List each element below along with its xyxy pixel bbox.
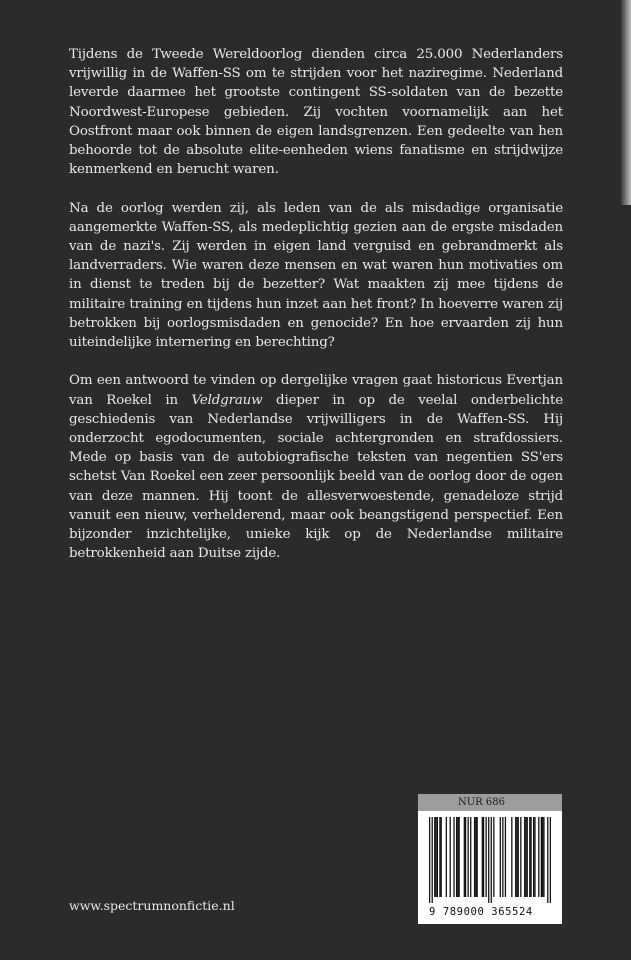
barcode-bar xyxy=(518,817,519,897)
paragraph-3-end: dieper in op de veelal onderbelichte geschiedenis van Nederlandse vrijwilligers in de Waffen-SS. Hij onderzocht egodocumenten, sociale achtergronden en strafdossiers. Mede op basis van de autobiografische teksten van negentien SS'ers schetst Van Roekel een zeer persoonlijk beeld van de oorlog door de ogen van deze mannen. Hij toont de allesverwoestende, genadeloze strijd vanuit een nieuw, verhelderend, maar ook beangstigend perspectief. Een bijzonder inzichtelijke, unieke kijk op de Nederlandse militaire betrokkenheid aan Duitse zijde. xyxy=(69,392,564,562)
nur-code: NUR 686 xyxy=(418,794,562,811)
barcode-bar xyxy=(524,817,525,897)
barcode-bar xyxy=(500,817,501,897)
barcode-box xyxy=(418,794,562,924)
barcode-bar xyxy=(437,817,438,897)
barcode-bar xyxy=(541,817,542,897)
barcode-bar xyxy=(464,817,465,897)
barcode-bar xyxy=(470,817,471,897)
barcode-bar xyxy=(547,817,548,903)
isbn-digits: 9 789000 365524 xyxy=(429,906,533,918)
barcode-bar xyxy=(533,817,534,897)
barcode-bar xyxy=(491,817,492,903)
barcode-bar xyxy=(488,817,489,903)
barcode-bar xyxy=(505,817,506,897)
barcode-bar xyxy=(468,817,469,897)
barcode-bar xyxy=(543,817,544,897)
barcode-bar xyxy=(475,817,476,897)
barcode-bar xyxy=(516,817,517,897)
barcode-bar xyxy=(456,817,457,897)
barcode-bar xyxy=(435,817,436,897)
cover-edge-strip xyxy=(621,0,631,205)
barcode-bar xyxy=(534,817,535,897)
barcode-bar xyxy=(450,817,451,897)
barcode-bar xyxy=(465,817,466,897)
barcode-bar xyxy=(529,817,530,897)
barcode-bar xyxy=(459,817,460,897)
barcode-bar xyxy=(550,817,551,903)
barcode-bar xyxy=(493,817,494,897)
barcode-bar xyxy=(511,817,512,897)
barcode-bar xyxy=(477,817,478,897)
barcode-bar xyxy=(482,817,483,897)
barcode-bar xyxy=(527,817,528,897)
blurb-text xyxy=(69,45,563,583)
book-title-italic: Veldgrauw xyxy=(191,392,263,408)
isbn-barcode xyxy=(429,817,551,903)
blurb-paragraph-3 xyxy=(69,371,563,563)
barcode-bar xyxy=(434,817,435,897)
blurb-paragraph-2: Na de oorlog werden zij, als leden van de als misdadige organisatie aangemerkte Waffen-SS, als medeplichtig gezien aan de ergste misdaden van de nazi's. Zij werden in eigen land verguisd en gebrandmerkt als landverraders. Wie waren deze mensen en wat waren hun motivaties om in dienst te treden bij de bezetter? Wat maakten zij mee tijdens de militaire training en tijdens hun inzet aan het front? In hoeverre waren zij betrokken bij oorlogsmisdaden en genocide? En hoe ervaarden zij hun uiteindelijke internering en berechting? xyxy=(69,200,563,351)
barcode-bar xyxy=(530,817,531,897)
barcode-bar xyxy=(474,817,475,897)
barcode-bar xyxy=(457,817,458,897)
barcode-bar xyxy=(429,817,430,903)
barcode-bar xyxy=(439,817,440,897)
publisher-website: www.spectrumnonfictie.nl xyxy=(69,898,235,913)
barcode-bar xyxy=(453,817,454,897)
barcode-bar xyxy=(525,817,526,897)
barcode-bar xyxy=(520,817,521,897)
barcode-bar xyxy=(542,817,543,897)
barcode-bar xyxy=(432,817,433,903)
barcode-bar xyxy=(441,817,442,897)
barcode-bar xyxy=(502,817,503,897)
barcode-bar xyxy=(538,817,539,897)
barcode-bar xyxy=(446,817,447,897)
blurb-paragraph-1: Tijdens de Tweede Wereldoorlog dienden circa 25.000 Nederlanders vrijwillig in de Waffen-SS om te strijden voor het naziregime. Nederland leverde daarmee het grootste contingent SS-soldaten van de bezette Noordwest-Europese gebieden. Zij vochten voornamelijk aan het Oostfront maar ook binnen de eigen landsgrenzen. Een gedeelte van hen behoorde tot de absolute elite-eenheden wiens fanatisme en strijdwijze kenmerkend en berucht waren. xyxy=(69,47,563,178)
barcode-bar xyxy=(483,817,484,897)
paragraph-3-start: Om een antwoord te vinden op dergelijke vragen gaat historicus Evertjan van Roekel in xyxy=(69,373,563,408)
barcode-bar xyxy=(515,817,516,897)
barcode-bar xyxy=(486,817,487,897)
